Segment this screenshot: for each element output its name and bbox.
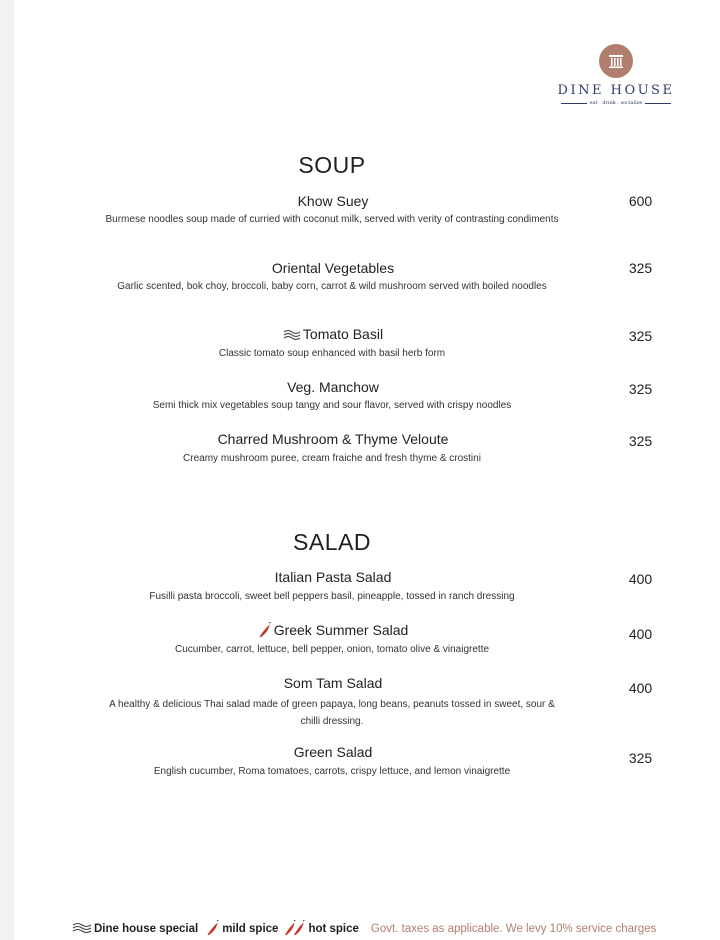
service-charge-note: Govt. taxes as applicable. We levy 10% service charges	[370, 923, 657, 935]
item-description: Burmese noodles soup made of curried with coconut milk, served with verity of contrasting condiments	[105, 214, 559, 225]
item-price: 325	[628, 381, 653, 397]
legend-hot-label: hot spice	[308, 923, 359, 935]
dine-house-special-icon	[72, 922, 92, 936]
brand-tagline: eat . drink . socialize	[589, 100, 643, 106]
item-description: English cucumber, Roma tomatoes, carrots, crispy lettuce, and lemon vinaigrette	[153, 766, 511, 777]
item-price: 325	[628, 328, 653, 344]
tagline-line-left	[561, 103, 587, 104]
item-price: 400	[628, 626, 653, 642]
brand-logo	[548, 44, 684, 106]
item-description: Classic tomato soup enhanced with basil herb form	[218, 348, 446, 359]
item-price: 325	[628, 750, 653, 766]
item-name: Tomato Basil	[302, 326, 384, 342]
mild-spice-icon	[206, 920, 220, 939]
menu-page	[14, 0, 720, 940]
legend-special-label: Dine house special	[94, 923, 199, 935]
item-price: 325	[628, 433, 653, 449]
item-price: 400	[628, 571, 653, 587]
item-description: Creamy mushroom puree, cream fraiche and fresh thyme & crostini	[183, 453, 481, 464]
item-name: Som Tam Salad	[283, 675, 383, 691]
item-description: Cucumber, carrot, lettuce, bell pepper, onion, tomato olive & vinaigrette	[174, 644, 490, 655]
item-name: Charred Mushroom & Thyme Veloute	[217, 431, 449, 447]
dine-house-special-icon	[283, 327, 301, 343]
item-name: Greek Summer Salad	[273, 622, 409, 639]
mild-spice-icon	[258, 622, 272, 641]
hot-spice-icon	[284, 920, 306, 939]
item-price: 325	[628, 260, 653, 276]
item-price: 600	[628, 193, 653, 209]
item-description: Semi thick mix vegetables soup tangy and sour flavor, served with crispy noodles	[152, 400, 512, 411]
item-name-row	[98, 326, 568, 343]
footer-legend	[72, 920, 712, 938]
section-title-soup: SOUP	[298, 152, 366, 178]
item-description: A healthy & delicious Thai salad made of green papaya, long beans, peanuts tossed in sweet, sour & chilli dressing.	[109, 699, 555, 727]
legend-mild-label: mild spice	[222, 923, 279, 935]
item-description: Garlic scented, bok choy, broccoli, baby corn, carrot & wild mushroom served with boiled noodles	[117, 281, 547, 292]
tagline-line-right	[645, 103, 671, 104]
item-price: 400	[628, 680, 653, 696]
brand-name: DINE HOUSE	[557, 83, 675, 98]
item-name-row	[98, 622, 568, 641]
item-name: Oriental Vegetables	[271, 260, 395, 276]
item-name: Veg. Manchow	[287, 379, 379, 395]
brand-tagline-row	[548, 100, 684, 106]
item-name: Italian Pasta Salad	[274, 569, 392, 585]
section-title-salad: SALAD	[293, 529, 371, 555]
pillar-logo-icon	[599, 44, 633, 78]
item-description: Fusilli pasta broccoli, sweet bell peppers basil, pineapple, tossed in ranch dressing	[149, 591, 515, 602]
item-name: Green Salad	[293, 744, 373, 760]
item-name: Khow Suey	[297, 193, 369, 209]
